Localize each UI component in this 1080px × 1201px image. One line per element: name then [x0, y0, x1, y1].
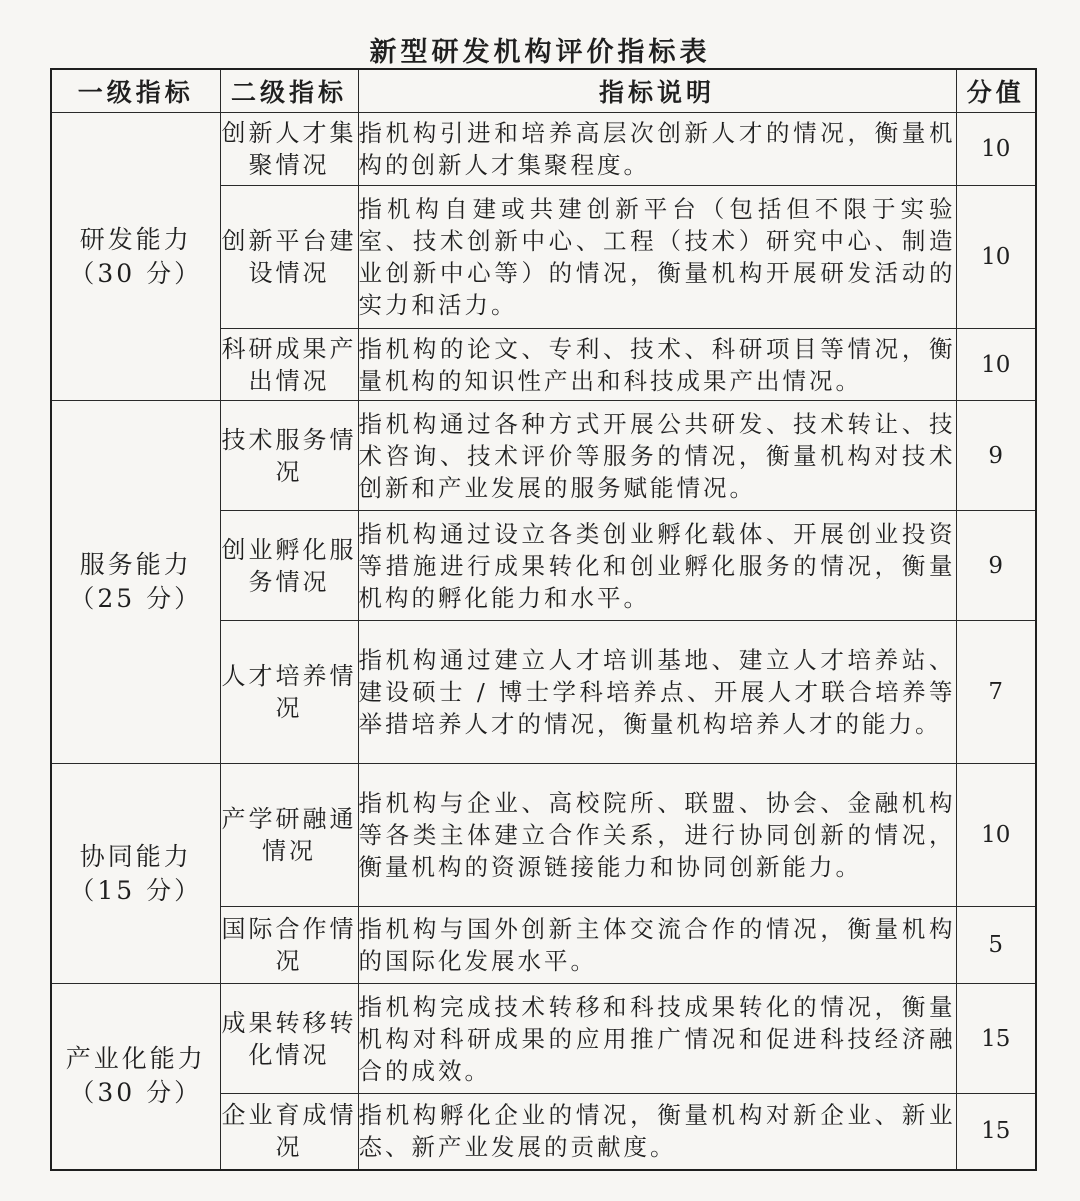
indicator-description: 指机构与企业、高校院所、联盟、协会、金融机构等各类主体建立合作关系，进行协同创新的情况，衡量机构的资源链接能力和协同创新能力。 [358, 764, 956, 907]
primary-indicator-points: （30 分） [69, 258, 203, 288]
score-value: 10 [956, 113, 1036, 186]
primary-indicator-cell [51, 764, 220, 984]
secondary-indicator: 人才培养情况 [220, 621, 358, 764]
indicator-description: 指机构通过各种方式开展公共研发、技术转让、技术咨询、技术评价等服务的情况，衡量机构对技术创新和产业发展的服务赋能情况。 [358, 401, 956, 511]
secondary-indicator: 创新平台建设情况 [220, 186, 358, 329]
table-row [51, 984, 1036, 1094]
score-value: 15 [956, 1094, 1036, 1170]
secondary-indicator: 技术服务情况 [220, 401, 358, 511]
primary-indicator-name: 研发能力 [79, 224, 192, 254]
evaluation-index-table [50, 68, 1037, 1171]
secondary-indicator: 创业孵化服务情况 [220, 511, 358, 621]
primary-indicator-points: （30 分） [69, 1078, 203, 1108]
score-value: 10 [956, 329, 1036, 401]
primary-indicator-name: 服务能力 [79, 550, 192, 579]
score-value: 10 [956, 764, 1036, 907]
indicator-description: 指机构通过设立各类创业孵化载体、开展创业投资等措施进行成果转化和创业孵化服务的情况，衡量机构的孵化能力和水平。 [358, 511, 956, 621]
indicator-description: 指机构与国外创新主体交流合作的情况，衡量机构的国际化发展水平。 [358, 907, 956, 984]
header-description: 指标说明 [358, 69, 956, 113]
header-row [51, 69, 1036, 113]
primary-indicator-points: （25 分） [69, 584, 203, 613]
primary-indicator-cell [51, 113, 220, 401]
primary-indicator-cell [51, 984, 220, 1170]
secondary-indicator: 创新人才集聚情况 [220, 113, 358, 186]
primary-indicator-name: 产业化能力 [65, 1044, 206, 1074]
table-row [51, 764, 1036, 907]
indicator-description: 指机构孵化企业的情况，衡量机构对新企业、新业态、新产业发展的贡献度。 [358, 1094, 956, 1170]
primary-indicator-points: （15 分） [69, 875, 203, 905]
indicator-description: 指机构的论文、专利、技术、科研项目等情况，衡量机构的知识性产出和科技成果产出情况。 [358, 329, 956, 401]
secondary-indicator: 国际合作情况 [220, 907, 358, 984]
secondary-indicator: 产学研融通情况 [220, 764, 358, 907]
indicator-description: 指机构自建或共建创新平台（包括但不限于实验室、技术创新中心、工程（技术）研究中心、制造业创新中心等）的情况，衡量机构开展研发活动的实力和活力。 [358, 186, 956, 329]
score-value: 9 [956, 401, 1036, 511]
score-value: 5 [956, 907, 1036, 984]
score-value: 9 [956, 511, 1036, 621]
primary-indicator-name: 协同能力 [79, 841, 192, 871]
table-row [51, 113, 1036, 186]
primary-indicator-cell [51, 401, 220, 764]
secondary-indicator: 成果转移转化情况 [220, 984, 358, 1094]
score-value: 10 [956, 186, 1036, 329]
indicator-description: 指机构通过建立人才培训基地、建立人才培养站、建设硕士 / 博士学科培养点、开展人才联合培养等举措培养人才的情况，衡量机构培养人才的能力。 [358, 621, 956, 764]
score-value: 15 [956, 984, 1036, 1094]
indicator-description: 指机构引进和培养高层次创新人才的情况，衡量机构的创新人才集聚程度。 [358, 113, 956, 186]
secondary-indicator: 企业育成情况 [220, 1094, 358, 1170]
header-secondary-indicator: 二级指标 [220, 69, 358, 113]
score-value: 7 [956, 621, 1036, 764]
header-primary-indicator: 一级指标 [51, 69, 220, 113]
secondary-indicator: 科研成果产出情况 [220, 329, 358, 401]
indicator-description: 指机构完成技术转移和科技成果转化的情况，衡量机构对科研成果的应用推广情况和促进科技经济融合的成效。 [358, 984, 956, 1094]
table-row [51, 401, 1036, 511]
table-title: 新型研发机构评价指标表 [369, 37, 711, 68]
header-score: 分值 [956, 69, 1036, 113]
